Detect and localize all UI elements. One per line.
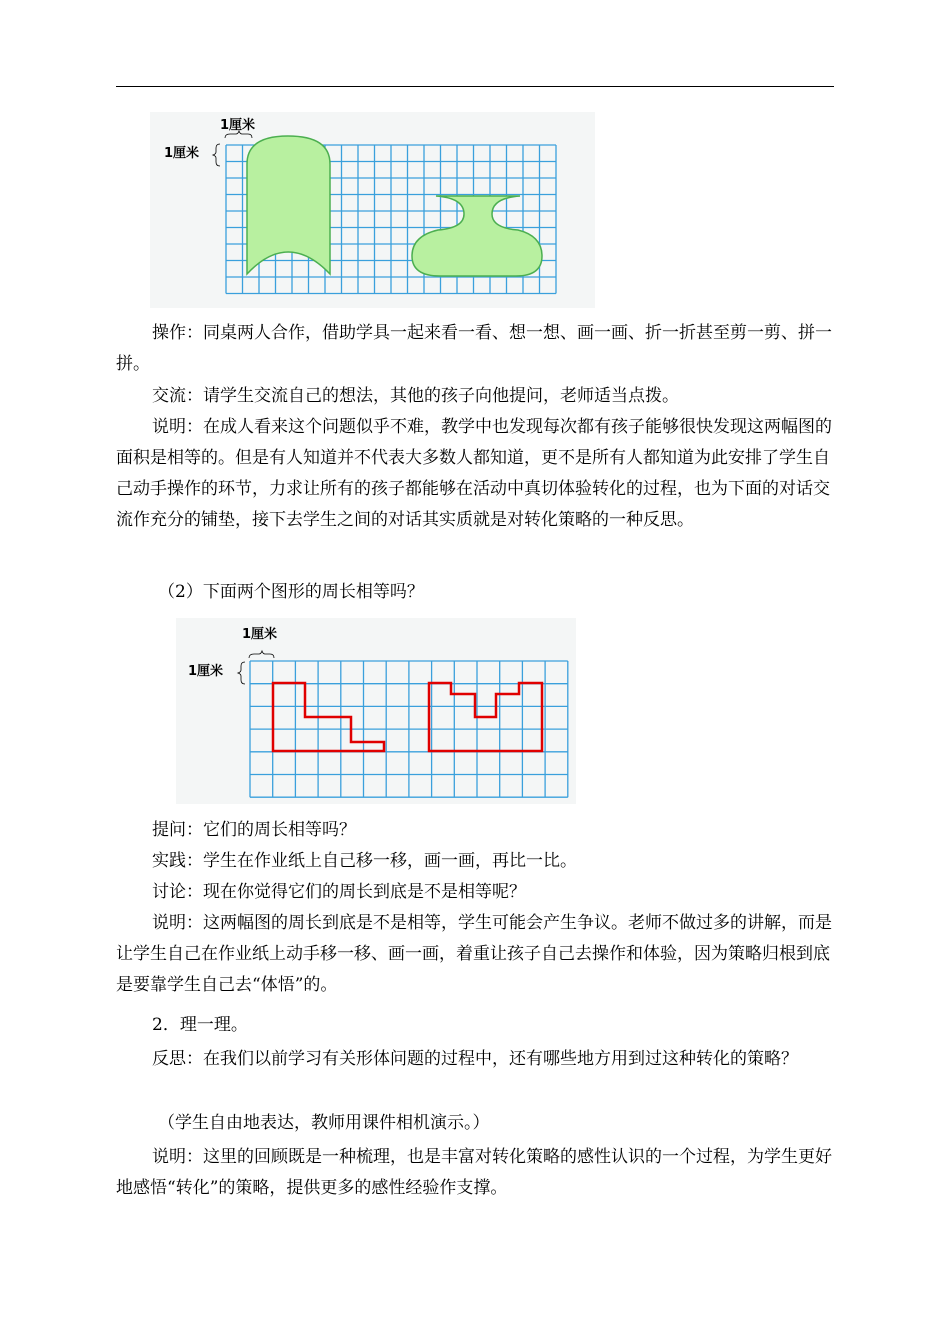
paragraph-note1: 说明：在成人看来这个问题似乎不难，教学中也发现每次都有孩子能够很快发现这两幅图的面积是相等的。但是有人知道并不代表大多数人都知道，更不是所有人都知道为此安排了学生自己动手操作的环节，力求让所有的孩子都能够在活动中真切体验转化的过程，也为下面的对话交流作充分的铺垫，接下去学生之间的对话其实质就是对转化策略的一种反思。 — [116, 417, 832, 530]
paragraph-operation: 操作：同桌两人合作，借助学具一起来看一看、想一想、画一画、折一折甚至剪一剪、拼一拼。 — [116, 323, 832, 374]
figure-perimeter-grid — [176, 618, 576, 804]
paragraph-exchange: 交流：请学生交流自己的想法，其他的孩子向他提问，老师适当点拨。 — [152, 386, 679, 406]
question-2: （2）下面两个图形的周长相等吗？ — [158, 582, 424, 602]
paragraph-discuss: 讨论：现在你觉得它们的周长到底是不是相等呢？ — [152, 882, 526, 902]
unit-label-left: 1厘米 — [164, 146, 200, 161]
section-2-heading: 2．理一理。 — [152, 1015, 248, 1035]
figure-area-grid — [150, 112, 595, 308]
header-rule — [116, 86, 834, 87]
paragraph-note2: 说明：这两幅图的周长到底是不是相等，学生可能会产生争议。老师不做过多的讲解，而是让学生自己在作业纸上动手移一移、画一画，着重让孩子自己去操作和体验，因为策略归根到底是要靠学生自己去“体悟”的。 — [116, 913, 832, 995]
unit-label-left-2: 1厘米 — [188, 664, 224, 679]
paragraph-ask: 提问：它们的周长相等吗？ — [152, 820, 356, 840]
paragraph-demo: （学生自由地表达，教师用课件相机演示。） — [158, 1113, 490, 1133]
paragraph-reflect: 反思：在我们以前学习有关形体问题的过程中，还有哪些地方用到过这种转化的策略？ — [152, 1049, 798, 1069]
unit-label-top-2: 1厘米 — [242, 627, 278, 642]
unit-label-top: 1厘米 — [220, 118, 256, 133]
paragraph-practice: 实践：学生在作业纸上自己移一移，画一画，再比一比。 — [152, 851, 577, 871]
paragraph-note3: 说明：这里的回顾既是一种梳理，也是丰富对转化策略的感性认识的一个过程，为学生更好地感悟“转化”的策略，提供更多的感性经验作支撑。 — [116, 1147, 832, 1198]
